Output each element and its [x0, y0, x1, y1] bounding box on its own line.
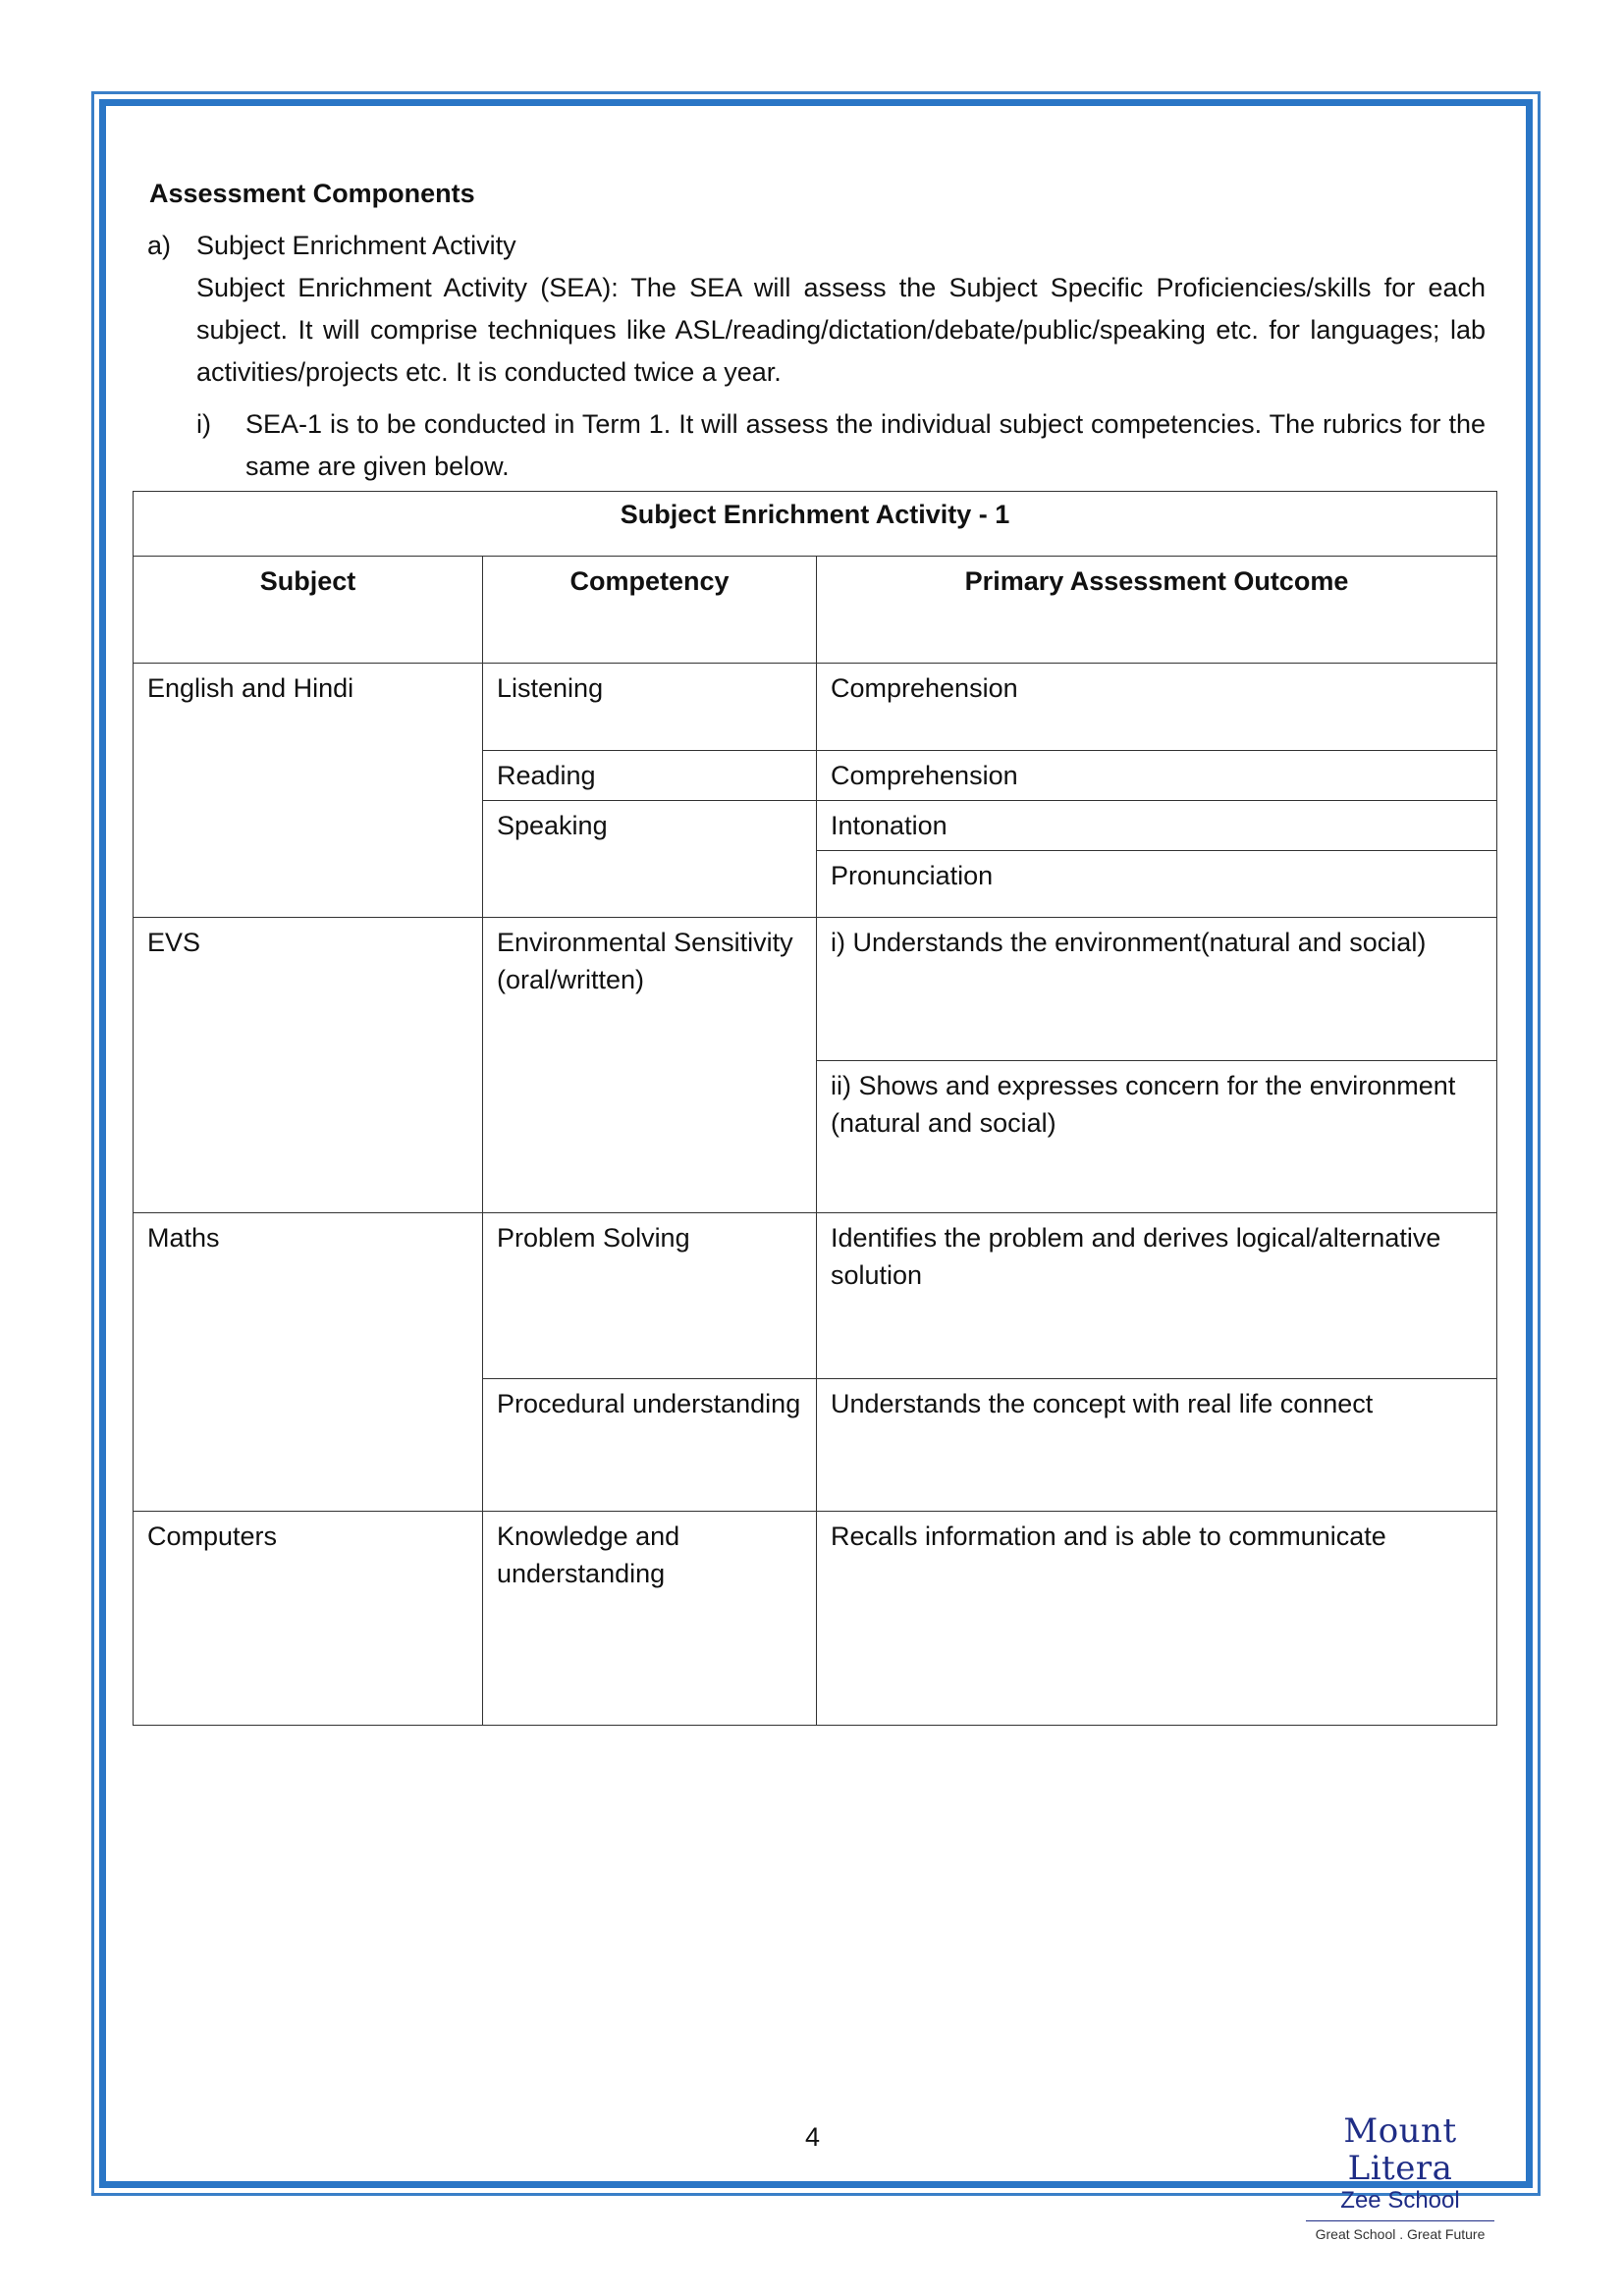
item-i-text: SEA-1 is to be conducted in Term 1. It will assess the individual subject competencies. The rubrics for the same are given below. — [245, 409, 1486, 481]
cell-subject-maths: Maths — [134, 1213, 483, 1512]
header-subject: Subject — [134, 557, 483, 664]
cell-competency-problem-solving: Problem Solving — [483, 1213, 817, 1379]
cell-subject-computers: Computers — [134, 1512, 483, 1726]
header-competency: Competency — [483, 557, 817, 664]
cell-outcome-pronunciation: Pronunciation — [817, 851, 1497, 918]
table-header-row — [134, 557, 1497, 664]
cell-subject-evs: EVS — [134, 918, 483, 1213]
cell-competency-listening: Listening — [483, 664, 817, 751]
table-title: Subject Enrichment Activity - 1 — [134, 492, 1497, 557]
cell-outcome-maths-2: Understands the concept with real life connect — [817, 1379, 1497, 1512]
section-a — [147, 225, 1492, 267]
cell-competency-procedural: Procedural understanding — [483, 1379, 817, 1512]
cell-outcome-listening: Comprehension — [817, 664, 1497, 751]
item-i — [196, 403, 1492, 488]
content — [147, 173, 1492, 488]
logo-tagline: Great School . Great Future — [1315, 2226, 1486, 2242]
table-title-row — [134, 492, 1497, 557]
table-row — [134, 918, 1497, 1061]
section-a-paragraph: Subject Enrichment Activity (SEA): The SEA will assess the Subject Specific Proficiencies/skills for each subject. It will comprise techniques like ASL/reading/dictation/debate/public/speaking etc. for languages; lab activities/projects etc. It is conducted twice a year. — [196, 273, 1486, 387]
cell-outcome-maths-1: Identifies the problem and derives logical/alternative solution — [817, 1213, 1497, 1379]
item-i-marker: i) — [196, 409, 211, 439]
page-number: 4 — [805, 2122, 821, 2152]
logo-sub: Zee School — [1340, 2187, 1460, 2214]
section-a-marker: a) — [147, 231, 172, 260]
sea-table — [133, 491, 1497, 1726]
table-row — [134, 664, 1497, 751]
cell-subject-english: English and Hindi — [134, 664, 483, 918]
cell-outcome-intonation: Intonation — [817, 801, 1497, 851]
section-a-title: Subject Enrichment Activity — [196, 231, 516, 260]
cell-outcome-computers: Recalls information and is able to communicate — [817, 1512, 1497, 1726]
table-row — [134, 1512, 1497, 1726]
cell-competency-evs: Environmental Sensitivity (oral/written) — [483, 918, 817, 1213]
logo-divider — [1306, 2220, 1494, 2221]
cell-outcome-reading: Comprehension — [817, 751, 1497, 801]
table-row — [134, 1213, 1497, 1379]
school-logo — [1306, 2112, 1494, 2243]
header-outcome: Primary Assessment Outcome — [817, 557, 1497, 664]
logo-name: Mount Litera — [1343, 2111, 1457, 2188]
cell-competency-computers: Knowledge and understanding — [483, 1512, 817, 1726]
cell-outcome-evs-2: ii) Shows and expresses concern for the environment (natural and social) — [817, 1061, 1497, 1213]
section-heading: Assessment Components — [149, 179, 475, 208]
cell-outcome-evs-1: i) Understands the environment(natural and social) — [817, 918, 1497, 1061]
cell-competency-reading: Reading — [483, 751, 817, 801]
cell-competency-speaking: Speaking — [483, 801, 817, 918]
